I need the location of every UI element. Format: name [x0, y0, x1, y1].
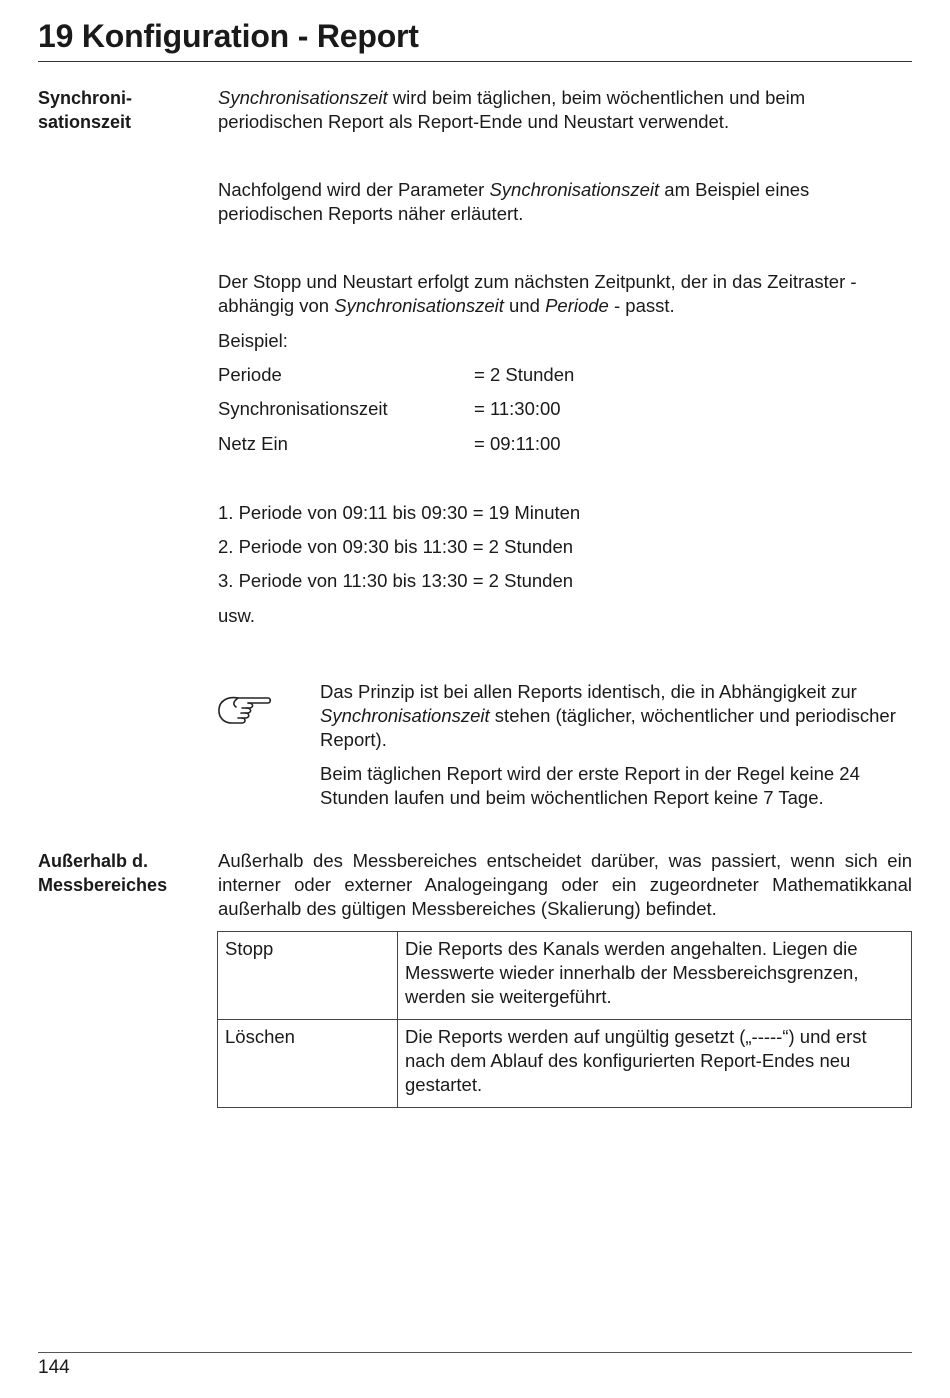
term: Periode [545, 295, 609, 316]
option-description: Die Reports des Kanals werden angehalten. Liegen die Messwerte wieder innerhalb der Messbereichsgrenzen, werden sie weitergeführt. [398, 932, 912, 1020]
example-key: Synchronisationszeit [218, 398, 388, 419]
text: stehen (täglicher, wöchentlicher und periodischer Report). [320, 705, 896, 750]
header-rule [38, 61, 912, 62]
period-line: 2. Periode von 09:30 bis 11:30 = 2 Stunden [218, 536, 574, 557]
text: und [503, 295, 546, 316]
option-name: Löschen [218, 1020, 398, 1108]
page-title: 19 Konfiguration - Report [38, 18, 419, 54]
section-label-line: Messbereiches [38, 875, 168, 895]
page-number: 144 [38, 1357, 70, 1378]
term: Synchronisationszeit [489, 179, 660, 200]
section-label-sync [38, 86, 208, 134]
example-value: = 11:30:00 [474, 398, 561, 419]
section-label-range [38, 849, 208, 897]
table-row [218, 932, 912, 1020]
example-value: = 2 Stunden [474, 364, 575, 385]
term: Synchronisationszeit [334, 295, 504, 316]
example-value: = 09:11:00 [474, 433, 561, 454]
section-label-line: Synchroni- [38, 88, 133, 108]
table-row [218, 1020, 912, 1108]
text: wird beim täglichen, beim wöchentlichen und beim periodischen Report als Report-Ende und Neustart verwendet. [218, 87, 806, 132]
etc-text: usw. [218, 605, 256, 626]
example-key: Netz Ein [218, 433, 288, 454]
text: Der Stopp und Neustart erfolgt zum nächsten Zeitpunkt, der in das Zeitraster - abhängig von [218, 271, 857, 316]
text: - passt. [608, 295, 675, 316]
pointing-hand-icon [216, 692, 274, 728]
option-description: Die Reports werden auf ungültig gesetzt („-----“) und erst nach dem Ablauf des konfigurierten Report-Endes neu gestartet. [398, 1020, 912, 1108]
note-paragraph-1 [320, 680, 912, 752]
options-table [217, 931, 912, 1108]
example-label: Beispiel: [218, 330, 288, 351]
section-label-line: sationszeit [38, 112, 132, 132]
sync-paragraph-1 [218, 86, 912, 134]
period-line: 1. Periode von 09:11 bis 09:30 = 19 Minuten [218, 502, 581, 523]
note-paragraph-2: Beim täglichen Report wird der erste Report in der Regel keine 24 Stunden laufen und beim wöchentlichen Report keine 7 Tage. [320, 763, 860, 808]
range-paragraph: Außerhalb des Messbereiches entscheidet darüber, was passiert, wenn sich ein interner oder externer Analogeingang oder ein zugeordneter Mathematikkanal außerhalb des gültigen Messbereiches (Skalierung) befindet. [218, 850, 912, 919]
term: Synchronisationszeit [218, 87, 388, 108]
text: Das Prinzip ist bei allen Reports identisch, die in Abhängigkeit zur [320, 681, 857, 702]
text: am Beispiel eines periodischen Reports näher erläutert. [218, 179, 810, 224]
example-key: Periode [218, 364, 282, 385]
option-name: Stopp [218, 932, 398, 1020]
section-label-line: Außerhalb d. [38, 851, 149, 871]
sync-paragraph-3 [218, 270, 912, 318]
footer-rule [38, 1352, 912, 1353]
term: Synchronisationszeit [320, 705, 490, 726]
period-line: 3. Periode von 11:30 bis 13:30 = 2 Stunden [218, 570, 574, 591]
text: Nachfolgend wird der Parameter [218, 179, 490, 200]
sync-paragraph-2 [218, 178, 912, 226]
